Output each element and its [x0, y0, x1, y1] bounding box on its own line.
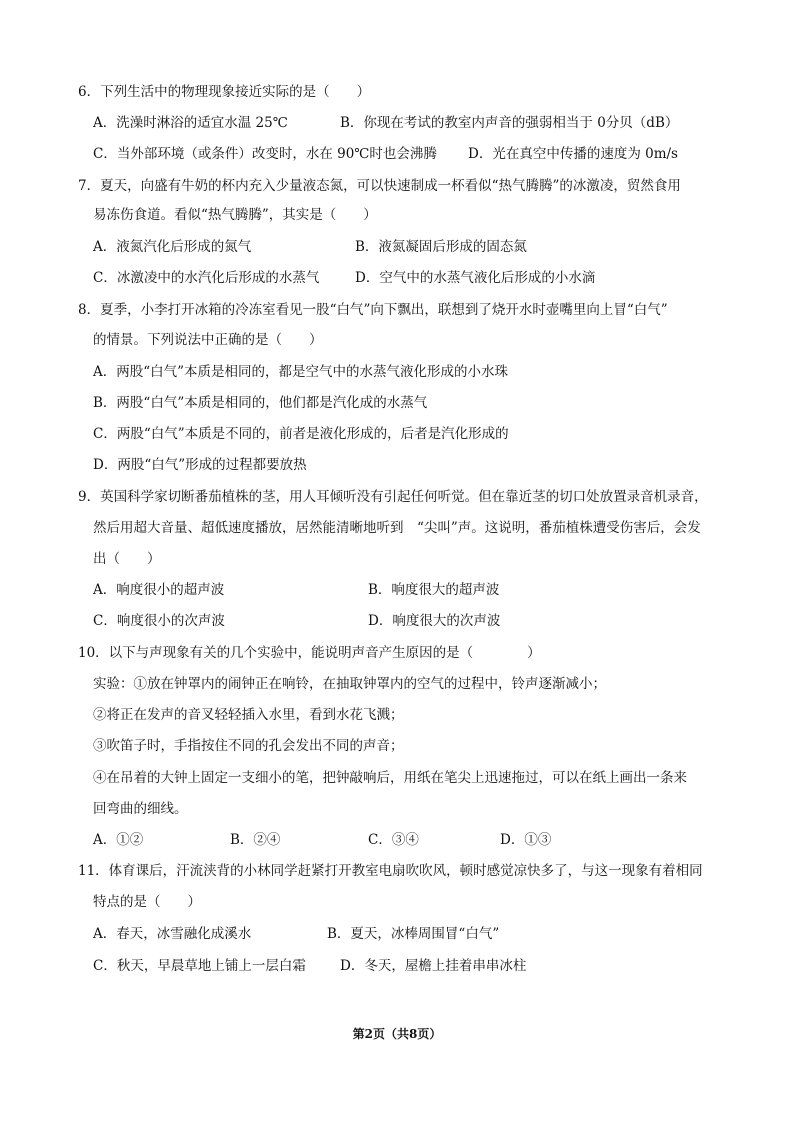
question-11-option-d: D．冬天，屋檐上挂着串串冰柱 — [340, 958, 527, 974]
question-9-stem-line-2: 然后用超大音量、超低速度播放，居然能清晰地听到 “尖叫”声。这说明，番茄植株遭受伤害后，会发 — [93, 520, 701, 536]
question-7-stem-line-1: 7．夏天，向盛有牛奶的杯内充入少量液态氮，可以快速制成一杯看似“热气腾腾”的冰激凌，贸然食用 — [78, 178, 681, 194]
question-10-option-d: D．①③ — [500, 832, 552, 848]
question-8-option-c: C．两股“白气”本质是不同的，前者是液化形成的，后者是汽化形成的 — [93, 426, 509, 442]
question-7-option-b: B．液氮凝固后形成的固态氮 — [355, 239, 527, 255]
question-10-experiment-4-cont: 回弯曲的细线。 — [93, 801, 188, 817]
question-9-option-d: D．响度很大的次声波 — [368, 613, 501, 629]
question-9-option-a: A．响度很小的超声波 — [93, 582, 225, 598]
question-6-stem: 6．下列生活中的物理现象接近实际的是（ ） — [78, 84, 371, 100]
question-10-option-c: C．③④ — [368, 832, 419, 848]
question-6-option-a: A．洗澡时淋浴的适宜水温 25℃ — [93, 115, 288, 131]
question-8-option-d: D．两股“白气”形成的过程都要放热 — [93, 457, 307, 473]
question-11-option-c: C．秋天，早晨草地上铺上一层白霜 — [93, 958, 306, 974]
question-11-option-b: B．夏天，冰棒周围冒“白气” — [327, 926, 500, 942]
question-9-option-c: C．响度很小的次声波 — [93, 613, 225, 629]
question-10-experiment-2: ②将正在发声的音叉轻轻插入水里，看到水花飞溅； — [93, 707, 404, 723]
question-6-option-b: B．你现在考试的教室内声音的强弱相当于 0分贝（dB） — [340, 115, 679, 131]
question-9-stem-line-1: 9．英国科学家切断番茄植株的茎，用人耳倾听没有引起任何听觉。但在靠近茎的切口处放置录音机录音， — [78, 489, 708, 505]
question-6-option-d: D．光在真空中传播的速度为 0m/s — [468, 146, 678, 162]
question-11-stem-line-2: 特点的是（ ） — [93, 894, 201, 910]
question-9-stem-line-3: 出（ ） — [93, 551, 161, 567]
page-footer: 第2页（共8页） — [352, 1027, 442, 1041]
question-11-stem-line-1: 11．体育课后，汗流浃背的小林同学赶紧打开教室电扇吹吹风，顿时感觉凉快多了，与这一现象有着相同 — [78, 863, 703, 879]
question-6-option-c: C．当外部环境（或条件）改变时，水在 90℃时也会沸腾 — [93, 146, 437, 162]
question-7-stem-line-2: 易冻伤食道。看似“热气腾腾”，其实是（ ） — [93, 207, 377, 223]
question-10-experiment-1: 实验：①放在钟罩内的闹钟正在响铃，在抽取钟罩内的空气的过程中，铃声逐渐减小； — [93, 676, 606, 692]
question-10-experiment-3: ③吹笛子时，手指按住不同的孔会发出不同的声音； — [93, 738, 404, 754]
question-7-option-a: A．液氮汽化后形成的氮气 — [93, 239, 252, 255]
question-10-experiment-4: ④在吊着的大钟上固定一支细小的笔，把钟敲响后，用纸在笔尖上迅速拖过，可以在纸上画出一条来 — [93, 770, 687, 786]
question-9-option-b: B．响度很大的超声波 — [368, 582, 500, 598]
question-11-option-a: A．春天，冰雪融化成溪水 — [93, 926, 252, 942]
question-7-option-d: D．空气中的水蒸气液化后形成的小水滴 — [355, 270, 596, 286]
question-8-stem-line-2: 的情景。下列说法中正确的是（ ） — [93, 332, 323, 348]
question-8-stem-line-1: 8．夏季，小李打开冰箱的冷冻室看见一股“白气”向下飘出，联想到了烧开水时壶嘴里向上冒“白气” — [78, 302, 668, 318]
question-10-option-b: B．②④ — [230, 832, 281, 848]
question-8-option-b: B．两股“白气”本质是相同的，他们都是汽化成的水蒸气 — [93, 395, 428, 411]
question-10-stem: 10．以下与声现象有关的几个实验中，能说明声音产生原因的是（ ） — [78, 645, 541, 661]
question-7-option-c: C．冰激凌中的水汽化后形成的水蒸气 — [93, 270, 320, 286]
question-10-option-a: A．①② — [93, 832, 144, 848]
question-8-option-a: A．两股“白气”本质是相同的，都是空气中的水蒸气液化形成的小水珠 — [93, 364, 509, 380]
